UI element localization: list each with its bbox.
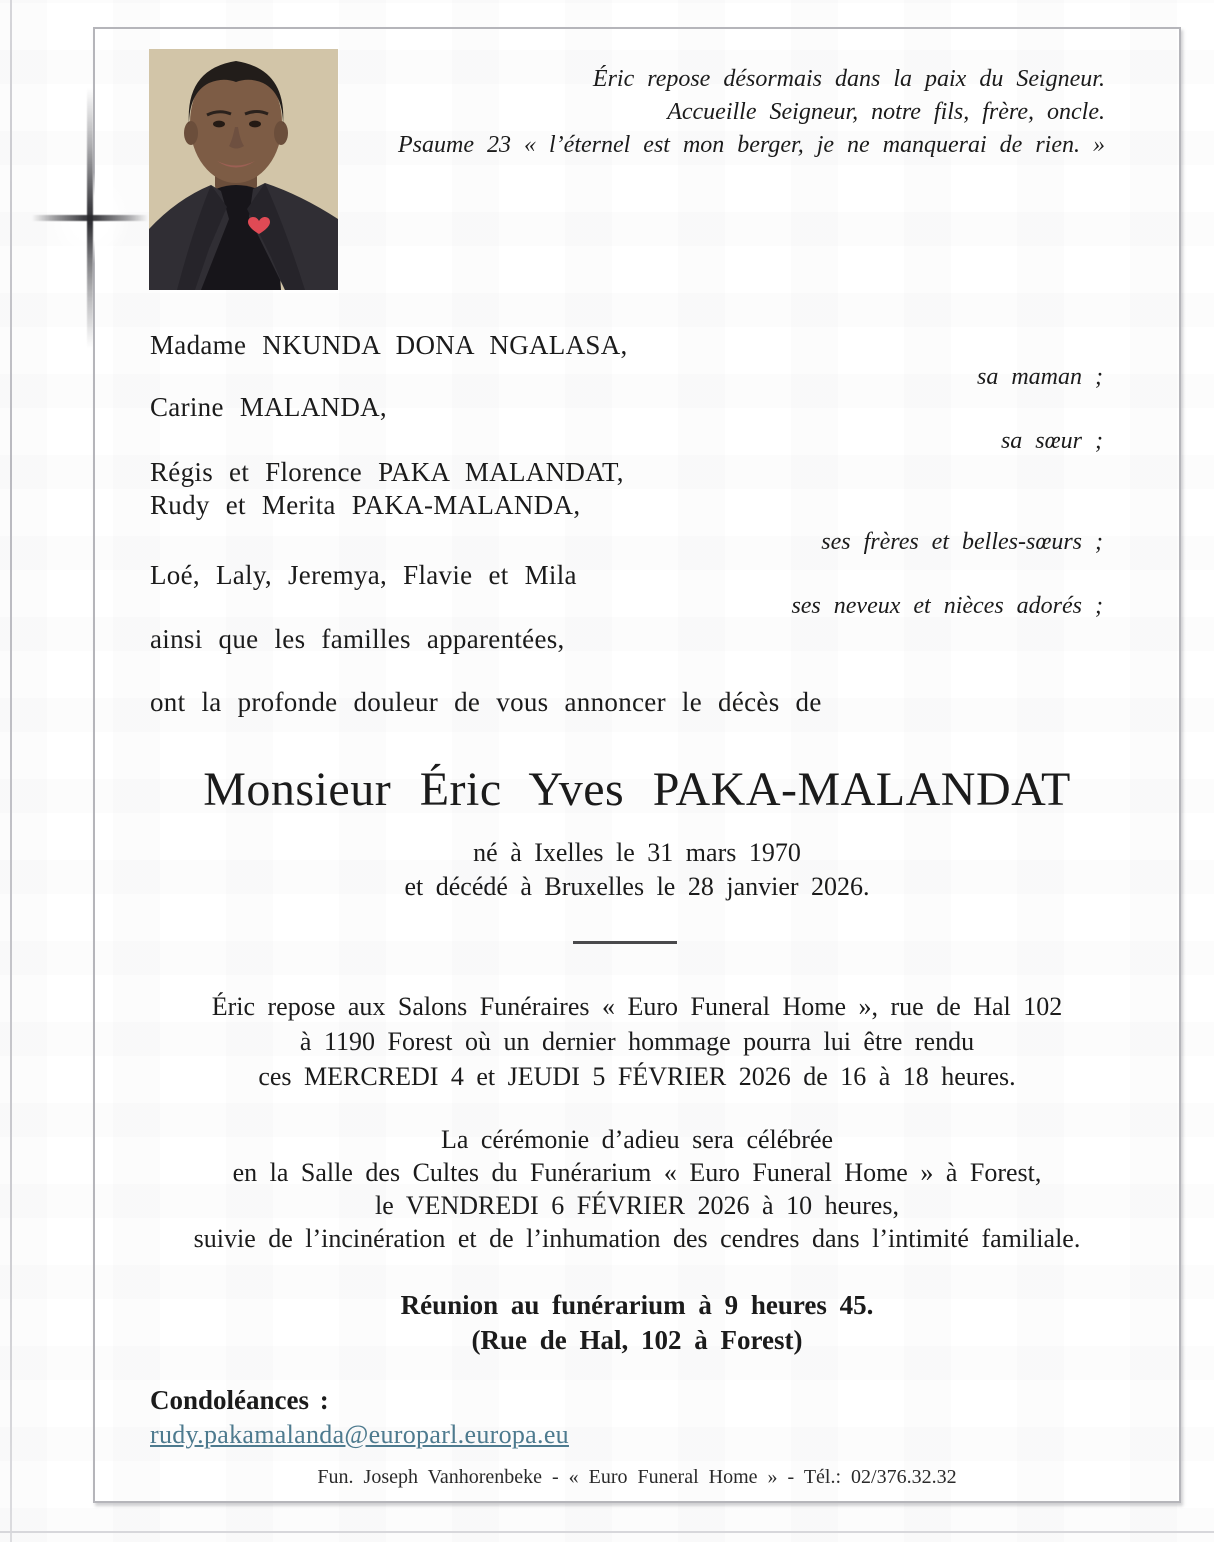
- relation-mother: sa maman ;: [977, 364, 1103, 390]
- meeting-line-2: (Rue de Hal, 102 à Forest): [471, 1325, 803, 1355]
- ceremony-line-3: le VENDREDI 6 FÉVRIER 2026 à 10 heures,: [375, 1191, 899, 1220]
- quote-line-2: Accueille Seigneur, notre fils, frère, oncle.: [667, 99, 1105, 125]
- ceremony-line-1: La cérémonie d’adieu sera célébrée: [440, 1125, 834, 1154]
- memorial-card: [93, 27, 1181, 1503]
- quote-line-3: Psaume 23 « l’éternel est mon berger, je ne manquerai de rien. »: [398, 132, 1105, 158]
- quote-line-1: Éric repose désormais dans la paix du Seigneur.: [592, 66, 1105, 92]
- page-bottom-edge-line: [0, 1531, 1214, 1533]
- relation-brothers: ses frères et belles-sœurs ;: [821, 529, 1103, 555]
- birth-line: né à Ixelles le 31 mars 1970: [473, 838, 801, 867]
- portrait-photo: [149, 49, 338, 290]
- opening-quote: [398, 63, 1105, 162]
- relation-nephews: ses neveux et nièces adorés ;: [791, 593, 1103, 619]
- funeral-home-footer: Fun. Joseph Vanhorenbeke - « Euro Funeral Home » - Tél.: 02/376.32.32: [317, 1466, 957, 1488]
- relation-sister: sa sœur ;: [1000, 428, 1103, 454]
- condolences-label: Condoléances :: [150, 1385, 329, 1415]
- families-line: ainsi que les familles apparentées,: [150, 624, 565, 654]
- repose-line-1: Éric repose aux Salons Funéraires « Euro Funeral Home », rue de Hal 102: [211, 992, 1063, 1021]
- ceremony-line-2: en la Salle des Cultes du Funérarium « Euro Funeral Home » à Forest,: [232, 1158, 1042, 1187]
- announcement-line: ont la profonde douleur de vous annoncer le décès de: [150, 687, 822, 717]
- family-name-brother-1: Régis et Florence PAKA MALANDAT,: [150, 457, 624, 487]
- family-name-mother: Madame NKUNDA DONA NGALASA,: [150, 330, 628, 360]
- section-divider: [573, 941, 677, 944]
- page-edge-line: [10, 0, 12, 1542]
- family-name-nephews: Loé, Laly, Jeremya, Flavie et Mila: [150, 560, 577, 590]
- condolences-email-link[interactable]: rudy.pakamalanda@europarl.europa.eu: [150, 1420, 569, 1449]
- deceased-name: Monsieur Éric Yves PAKA-MALANDAT: [203, 763, 1071, 816]
- repose-line-2: à 1190 Forest où un dernier hommage pourra lui être rendu: [299, 1027, 975, 1056]
- ceremony-line-4: suivie de l’incinération et de l’inhumation des cendres dans l’intimité familiale.: [193, 1224, 1081, 1253]
- portrait-photo-art: [149, 49, 338, 290]
- meeting-line-1: Réunion au funérarium à 9 heures 45.: [400, 1290, 874, 1320]
- family-name-brother-2: Rudy et Merita PAKA-MALANDA,: [150, 490, 581, 520]
- death-line: et décédé à Bruxelles le 28 janvier 2026.: [404, 872, 870, 901]
- repose-line-3: ces MERCREDI 4 et JEUDI 5 FÉVRIER 2026 de 16 à 18 heures.: [258, 1062, 1016, 1091]
- family-name-sister: Carine MALANDA,: [150, 392, 387, 422]
